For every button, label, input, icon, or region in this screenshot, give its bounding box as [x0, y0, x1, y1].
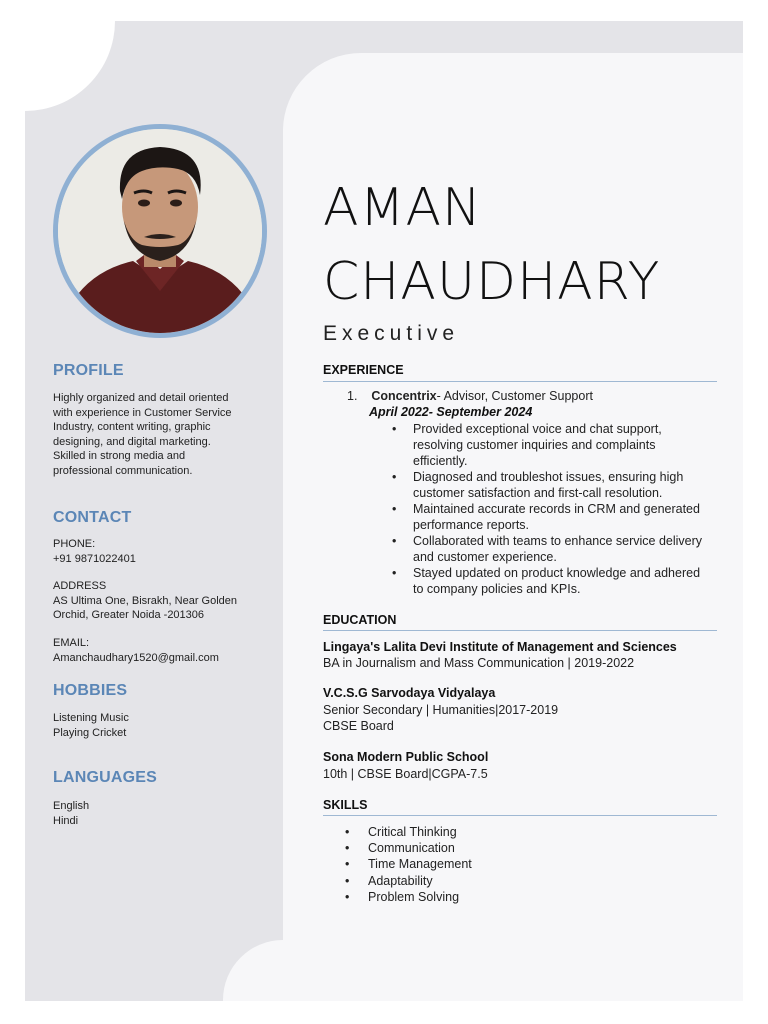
- address-line: AS Ultima One, Bisrakh, Near Golden: [53, 594, 238, 607]
- job-dates: April 2022- September 2024: [369, 405, 533, 419]
- degree-line: Senior Secondary | Humanities|2017-2019: [323, 703, 559, 717]
- name-last: CHAUDHARY: [323, 252, 661, 312]
- profile-line: Skilled in strong media and: [53, 450, 186, 462]
- bullet-icon: •: [392, 422, 397, 436]
- list-item: • Maintained accurate records in CRM and generated performance reports.: [392, 502, 700, 532]
- bullet-icon: •: [392, 502, 397, 516]
- school-name: Lingaya's Lalita Devi Institute of Management and Sciences: [323, 640, 677, 654]
- phone-label: PHONE:: [53, 538, 96, 550]
- skills-list: [345, 824, 472, 905]
- list-item: • Stayed updated on product knowledge and adhered to company policies and KPIs.: [392, 566, 701, 596]
- education-heading: EDUCATION: [323, 613, 397, 627]
- bullet-icon: •: [392, 566, 397, 580]
- section-divider: [323, 815, 717, 816]
- name-first: AMAN: [323, 178, 482, 238]
- profile-line: designing, and digital marketing.: [53, 435, 211, 448]
- experience-heading: EXPERIENCE: [323, 363, 404, 377]
- phone-number: +91 9871022401: [53, 552, 136, 565]
- degree-line: 10th | CBSE Board|CGPA-7.5: [323, 767, 488, 781]
- hobbies-heading: HOBBIES: [53, 682, 128, 699]
- phone-block: [53, 537, 263, 566]
- language-item: Hindi: [53, 814, 79, 827]
- skills-heading: SKILLS: [323, 798, 368, 812]
- bullet-icon: •: [392, 534, 397, 548]
- email-label: EMAIL:: [53, 637, 90, 649]
- email-address: Amanchaudhary1520@gmail.com: [53, 651, 219, 664]
- job-role: - Advisor, Customer Support: [436, 389, 593, 403]
- list-item: • Communication: [345, 841, 455, 856]
- profile-heading: PROFILE: [53, 362, 124, 379]
- experience-bullets: [392, 421, 712, 597]
- job-entry: [347, 389, 593, 403]
- section-divider: [323, 630, 717, 631]
- list-item: • Critical Thinking: [345, 825, 457, 839]
- profile-line: professional communication.: [53, 464, 193, 477]
- language-item: English: [53, 800, 90, 812]
- hobbies-list: [53, 711, 263, 740]
- bullet-icon: •: [345, 889, 350, 904]
- bullet-icon: •: [345, 873, 350, 888]
- job-number: 1.: [347, 389, 358, 403]
- avatar-portrait-icon: [58, 129, 262, 333]
- list-item: • Provided exceptional voice and chat support, resolving customer inquiries and complaints efficiently.: [392, 422, 662, 468]
- hobby-item: Listening Music: [53, 712, 129, 724]
- page-top-margin: [0, 0, 768, 21]
- address-label: ADDRESS: [53, 580, 107, 592]
- list-item: • Diagnosed and troubleshot issues, ensuring high customer satisfaction and first-call resolution.: [392, 470, 684, 500]
- profile-line: Highly organized and detail oriented: [53, 392, 229, 404]
- languages-heading: LANGUAGES: [53, 769, 158, 786]
- address-line: Orchid, Greater Noida -201306: [53, 609, 205, 621]
- bullet-icon: •: [345, 825, 350, 839]
- list-item: • Problem Solving: [345, 889, 460, 904]
- profile-line: with experience in Customer Service: [53, 406, 232, 419]
- languages-list: [53, 799, 263, 828]
- school-name: Sona Modern Public School: [323, 750, 489, 764]
- bullet-icon: •: [345, 841, 350, 856]
- profile-line: Industry, content writing, graphic: [53, 421, 211, 433]
- hobby-item: Playing Cricket: [53, 726, 127, 739]
- bullet-icon: •: [345, 857, 350, 872]
- contact-heading: CONTACT: [53, 509, 132, 526]
- company-name: Concentrix: [371, 389, 437, 403]
- job-title: Executive: [323, 322, 460, 345]
- list-item: • Collaborated with teams to enhance service delivery and customer experience.: [392, 534, 703, 564]
- email-block: [53, 636, 263, 665]
- list-item: • Adaptability: [345, 873, 433, 888]
- address-block: [53, 579, 263, 623]
- section-divider: [323, 381, 717, 382]
- degree-line: BA in Journalism and Mass Communication | 2019-2022: [323, 656, 635, 670]
- school-name: V.C.S.G Sarvodaya Vidyalaya: [323, 686, 496, 700]
- profile-summary: [53, 391, 263, 478]
- bullet-icon: •: [392, 470, 397, 484]
- avatar: [58, 129, 262, 333]
- degree-line: CBSE Board: [323, 719, 394, 733]
- list-item: • Time Management: [345, 857, 472, 872]
